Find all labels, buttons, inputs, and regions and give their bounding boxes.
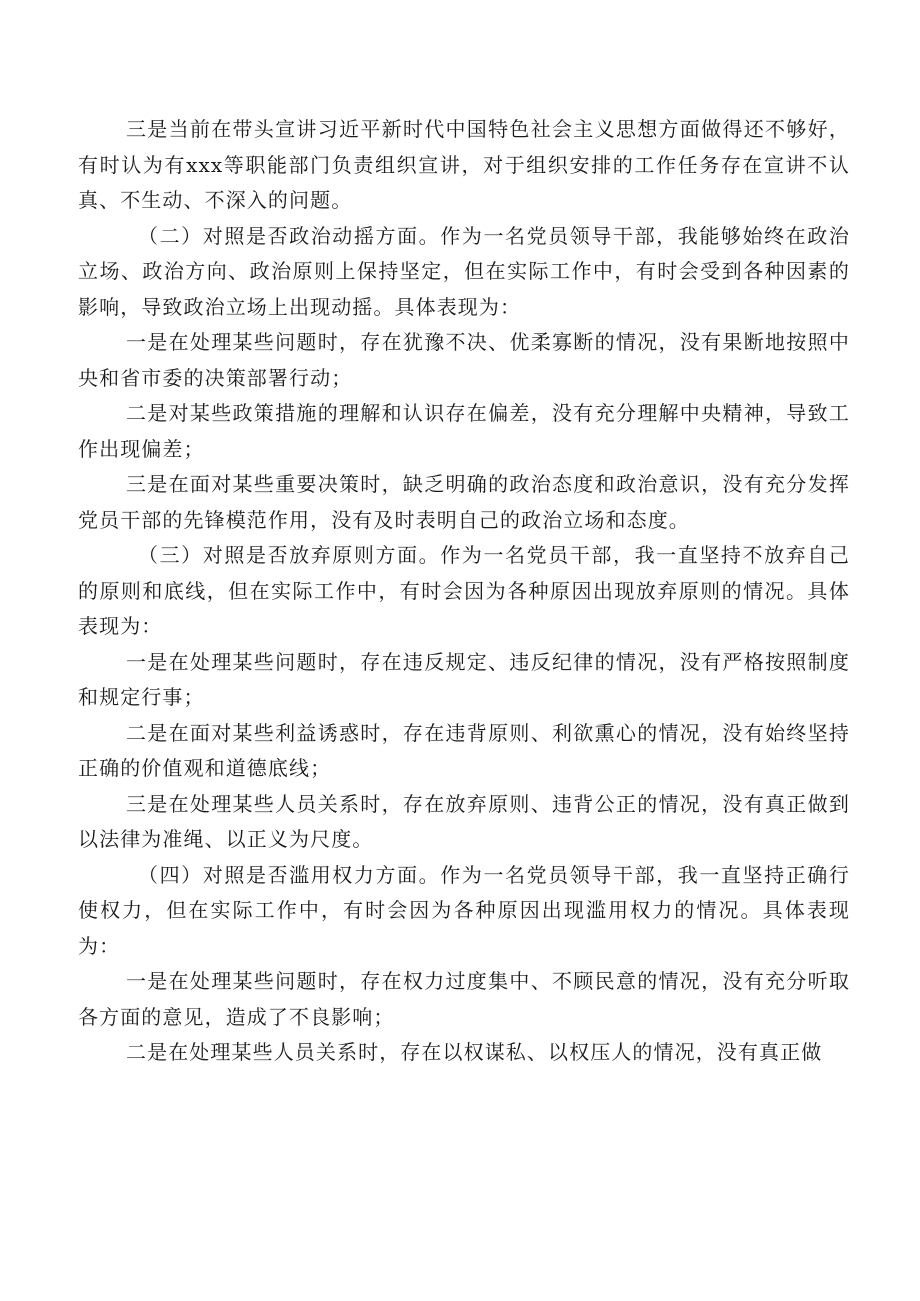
section-heading-4-abuse-of-power: （四）对照是否滥用权力方面。作为一名党员领导干部，我一直坚持正确行使权力，但在实际工作中，有时会因为各种原因出现滥用权力的情况。具体表现为：	[78, 862, 850, 958]
paragraph-item-3-propaganda: 三是当前在带头宣讲习近平新时代中国特色社会主义思想方面做得还不够好，有时认为有xxx等职能部门负责组织宣讲，对于组织安排的工作任务存在宣讲不认真、不生动、不深入的问题。	[78, 117, 850, 212]
section-heading-2-political-wavering: （二）对照是否政治动摇方面。作为一名党员领导干部，我能够始终在政治立场、政治方向、政治原则上保持坚定，但在实际工作中，有时会受到各种因素的影响，导致政治立场上出现动摇。具体表现为：	[78, 223, 850, 319]
paragraph-item-3-political-attitude: 三是在面对某些重要决策时，缺乏明确的政治态度和政治意识，没有充分发挥党员干部的先锋模范作用，没有及时表明自己的政治立场和态度。	[78, 472, 850, 532]
paragraph-item-2-personal-gain: 二是在处理某些人员关系时，存在以权谋私、以权压人的情况，没有真正做	[126, 1040, 823, 1064]
paragraph-item-3-fairness: 三是在处理某些人员关系时，存在放弃原则、违背公正的情况，没有真正做到以法律为准绳、以正义为尺度。	[78, 791, 850, 851]
paragraph-item-1-violating-rules: 一是在处理某些问题时，存在违反规定、违反纪律的情况，没有严格按照制度和规定行事；	[78, 649, 850, 709]
paragraph-item-2-temptation: 二是在面对某些利益诱惑时，存在违背原则、利欲熏心的情况，没有始终坚持正确的价值观和道德底线；	[78, 720, 850, 780]
document-body	[78, 112, 850, 1071]
paragraph-item-1-power-concentration: 一是在处理某些问题时，存在权力过度集中、不顾民意的情况，没有充分听取各方面的意见，造成了不良影响；	[78, 969, 850, 1029]
paragraph-item-1-hesitation: 一是在处理某些问题时，存在犹豫不决、优柔寡断的情况，没有果断地按照中央和省市委的决策部署行动；	[78, 330, 850, 390]
section-heading-3-abandoning-principles: （三）对照是否放弃原则方面。作为一名党员干部，我一直坚持不放弃自己的原则和底线，但在实际工作中，有时会因为各种原因出现放弃原则的情况。具体表现为：	[78, 543, 850, 638]
paragraph-item-2-policy-understanding: 二是对某些政策措施的理解和认识存在偏差，没有充分理解中央精神，导致工作出现偏差；	[78, 401, 850, 461]
